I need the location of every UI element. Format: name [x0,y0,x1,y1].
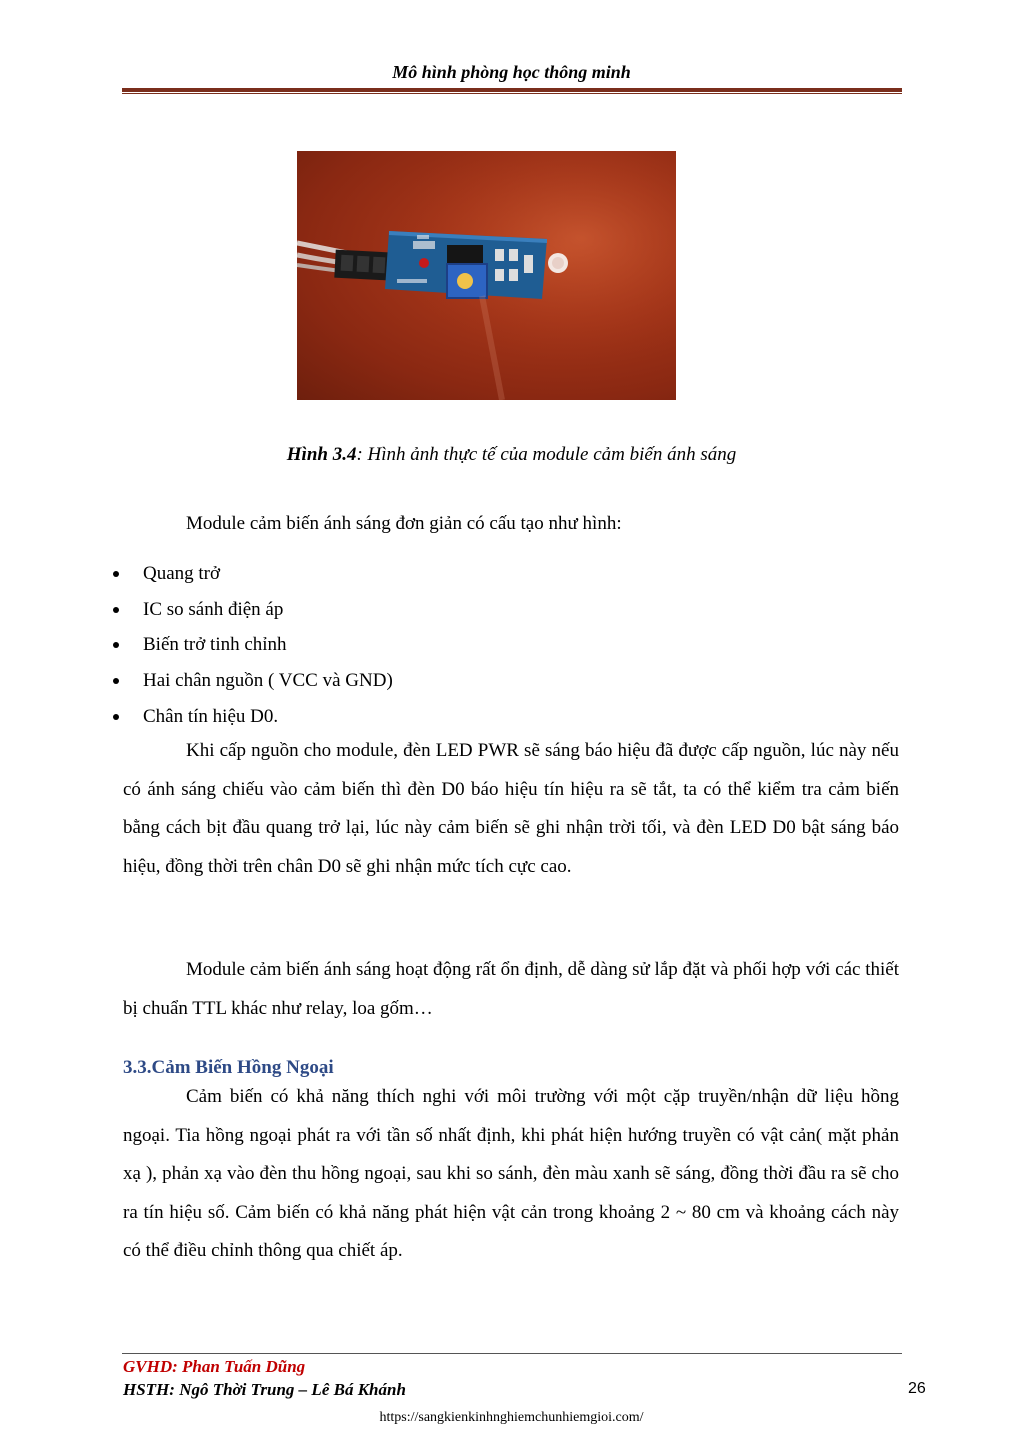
list-item-text: Hai chân nguồn ( VCC và GND) [143,670,393,692]
list-item [108,556,868,592]
footer-supervisor: GVHD: Phan Tuấn Dũng [123,1357,306,1376]
list-item [108,627,868,663]
page-number: 26 [908,1380,926,1397]
figure-caption-text: : Hình ảnh thực tế của module cảm biến ánh sáng [356,444,737,465]
bullet-icon [113,678,119,684]
list-item [108,663,868,699]
intro-paragraph: Module cảm biến ánh sáng đơn giản có cấu tạo như hình: [186,513,622,534]
header-rule-thin [122,93,902,94]
list-item-text: Quang trở [143,563,221,584]
bullet-icon [113,714,119,720]
list-item-text: Chân tín hiệu D0. [143,705,279,727]
body-paragraph: Khi cấp nguồn cho module, đèn LED PWR sẽ sáng báo hiệu đã được cấp nguồn, lúc này nếu có ánh sáng chiếu vào cảm biến thì đèn D0 báo hiệu tín hiệu ra sẽ tắt, ta có thể kiểm tra cảm biến bằng cách bịt đầu quang trở lại, lúc này cảm biến sẽ ghi nhận trời tối, và đèn LED D0 bật sáng báo hiệu, đồng thời trên chân D0 sẽ ghi nhận mức tích cực cao. [123,740,899,877]
header-rule [122,88,902,92]
section-body-paragraph: Cảm biến có khả năng thích nghi với môi trường với một cặp truyền/nhận dữ liệu hồng ngoại. Tia hồng ngoại phát ra với tần số nhất định, khi phát hiện hướng truyền có vật cản( mặt phản xạ ), phản xạ vào đèn thu hồng ngoại, sau khi so sánh, đèn màu xanh sẽ sáng, đồng thời đầu ra sẽ cho ra tín hiệu số. Cảm biến có khả năng phát hiện vật cản trong khoảng 2 ~ 80 cm và khoảng cách này có thể điều chỉnh thông qua chiết áp. [123,1086,899,1261]
light-sensor-module-photo [297,151,676,400]
bullet-icon [113,607,119,613]
figure-caption-label: Hình 3.4 [286,444,357,465]
bullet-icon [113,642,119,648]
list-item [108,699,868,735]
footer-url[interactable]: https://sangkienkinhnghiemchunhiemgioi.com/ [379,1410,644,1425]
list-item [108,592,868,628]
section-heading: 3.3.Cảm Biến Hồng Ngoại [123,1057,334,1078]
figure-caption [0,444,1023,466]
list-item-text: Biến trở tinh chỉnh [143,634,287,656]
footer-rule [122,1353,902,1354]
body-paragraph: Module cảm biến ánh sáng hoạt động rất ổn định, dễ dàng sử lắp đặt và phối hợp với các thiết bị chuẩn TTL khác như relay, loa gốm… [123,959,899,1019]
bullet-icon [113,571,119,577]
component-list [108,556,868,734]
running-header-title: Mô hình phòng học thông minh [392,62,631,82]
list-item-text: IC so sánh điện áp [143,598,284,620]
footer-students: HSTH: Ngô Thời Trung – Lê Bá Khánh [123,1380,406,1399]
